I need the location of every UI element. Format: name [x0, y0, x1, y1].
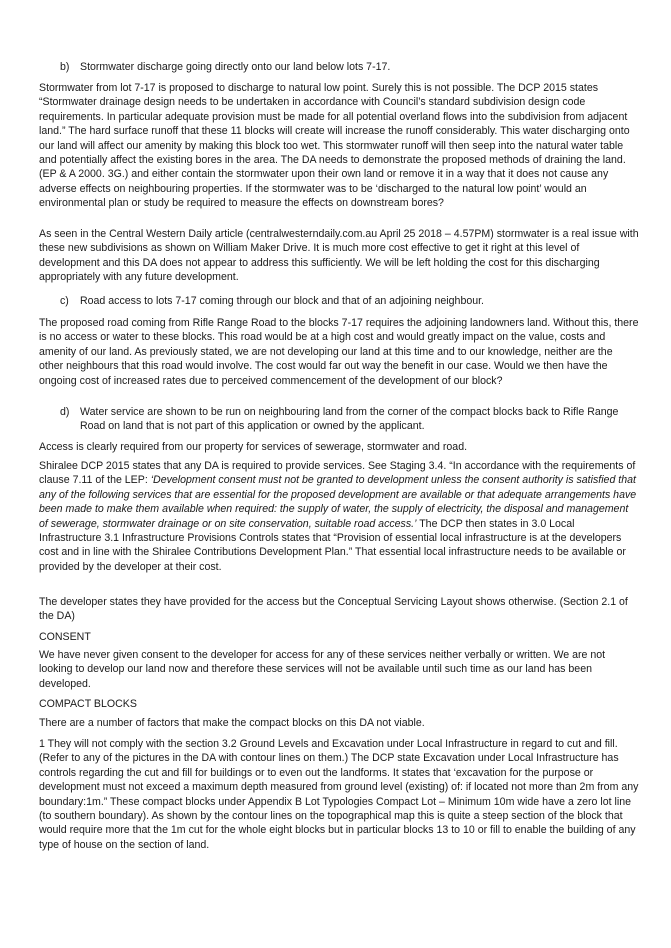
- list-item-text: Stormwater discharge going directly onto our land below lots 7-17.: [80, 61, 391, 73]
- quoted-clause: ‘Development consent must not be granted to development unless the consent authority is satisfied that any of the following services that are essential for the proposed development are available or that adequate arrangements have been made to make them available when required: the supply of water, the supply of electricity, the disposal and management of sewerage, stormwater drainage or on site conservation, suitable road access.’: [39, 474, 637, 530]
- paragraph-shiralee-dcp: [39, 459, 639, 574]
- paragraph-stormwater: Stormwater from lot 7-17 is proposed to discharge to natural low point. Surely this is not possible. The DCP 2015 states “Stormwater drainage design needs to be undertaken in accordance with Council’s standard subdivision design code requirements. In particular adequate provision must be made for all potential overland flows into the subdivision from adjacent land.” The hard surface runoff that these 11 blocks will create will increase the runoff considerably. This water discharging onto our land will affect our amenity by making this block too wet. This stormwater runoff will then seep into the natural water table and potentially affect the existing bores in the area. The DA needs to demonstrate the proposed methods of draining the land. (EP & A 2000. 3G.) and either contain the stormwater upon their own land or remove it in a way that it does not cause any adverse effects on neighbouring properties. If the stormwater was to be ‘discharged to the natural low point’ would an environmental plan or study be required to measure the effects on downstream bores?: [39, 82, 630, 210]
- heading-consent: CONSENT: [39, 631, 91, 643]
- list-item-b: [57, 60, 639, 74]
- paragraph-compact-intro: There are a number of factors that make the compact blocks on this DA not viable.: [39, 717, 425, 729]
- paragraph-text: Shiralee DCP 2015 states that any DA is required to provide services. See Staging 3.4. “In accordance with the requirements of clause 7.11 of the LEP:: [39, 460, 636, 487]
- list-marker: b): [60, 61, 70, 73]
- list-marker: d): [60, 406, 70, 418]
- paragraph-cut-and-fill: 1 They will not comply with the section 3.2 Ground Levels and Excavation under Local Infrastructure in regard to cut and fill. (Refer to any of the pictures in the DA with contour lines on them.) The DCP state Excavation under Local Infrastructure has controls regarding the cut and fill for buildings or to even out the landforms. It states that ‘excavation for the purpose or development must not exceed a maximum depth measured from ground level (existing) of: if located not more than 2m from any boundary:1m.” These compact blocks under Appendix B Lot Typologies Compact Lot – Minimum 10m wide have a zero lot line (to southern boundary). As shown by the contour lines on the topographical map this is quite a steep section of the block that would require more that the 1m cut for the whole eight blocks but in particular blocks 13 to 10 or fill to enable the building of any type of house on the section of land.: [39, 738, 639, 851]
- list-item-d: [57, 405, 639, 434]
- paragraph-consent: We have never given consent to the developer for access for any of these services neither verbally or written. We are not looking to develop our land now and therefore these services will not be available until such time as our land has been developed.: [39, 649, 606, 690]
- paragraph-text: The DCP then states in 3.0 Local Infrastructure 3.1 Infrastructure Provisions Controls states that “Provision of essential local infrastructure is at the developers cost and in line with the Shiralee Contributions Development Plan.” That essential local infrastructure needs to be available or provided by the developer at their cost.: [39, 517, 626, 573]
- paragraph-road-access: The proposed road coming from Rifle Range Road to the blocks 7-17 requires the adjoining landowners land. Without this, there is no access or water to these blocks. This road would be at a high cost and would greatly impact on the value, costs and amenity of our land. As previously stated, we are not developing our land at this time and to our knowledge, neither are the other neighbours that this road would involve. The cost would far out way the benefit in our case. Would we then have the ongoing cost of increased rates due to perceived commencement of the development of our block?: [39, 317, 639, 387]
- list-item-text: Water service are shown to be run on neighbouring land from the corner of the compact blocks back to Rifle Range Road on land that is not part of this application or owned by the applicant.: [80, 406, 619, 433]
- list-item-c: [57, 294, 639, 308]
- heading-compact-blocks: COMPACT BLOCKS: [39, 698, 137, 710]
- paragraph-developer-states: The developer states they have provided for the access but the Conceptual Servicing Layout shows otherwise. (Section 2.1 of the DA): [39, 596, 628, 623]
- paragraph-access-required: Access is clearly required from our property for services of sewerage, stormwater and road.: [39, 441, 468, 453]
- paragraph-central-western-daily: As seen in the Central Western Daily article (centralwesterndaily.com.au April 25 2018 – 4.57PM) stormwater is a real issue with these new subdivisions as shown on William Maker Drive. It is much more cost effective to get it right at this level of development and this DA does not appear to address this sufficiently. We will be left holding the cost for this discharging appropriately with any future development.: [39, 228, 639, 284]
- list-item-text: Road access to lots 7-17 coming through our block and that of an adjoining neighbour.: [80, 295, 485, 307]
- list-marker: c): [60, 295, 69, 307]
